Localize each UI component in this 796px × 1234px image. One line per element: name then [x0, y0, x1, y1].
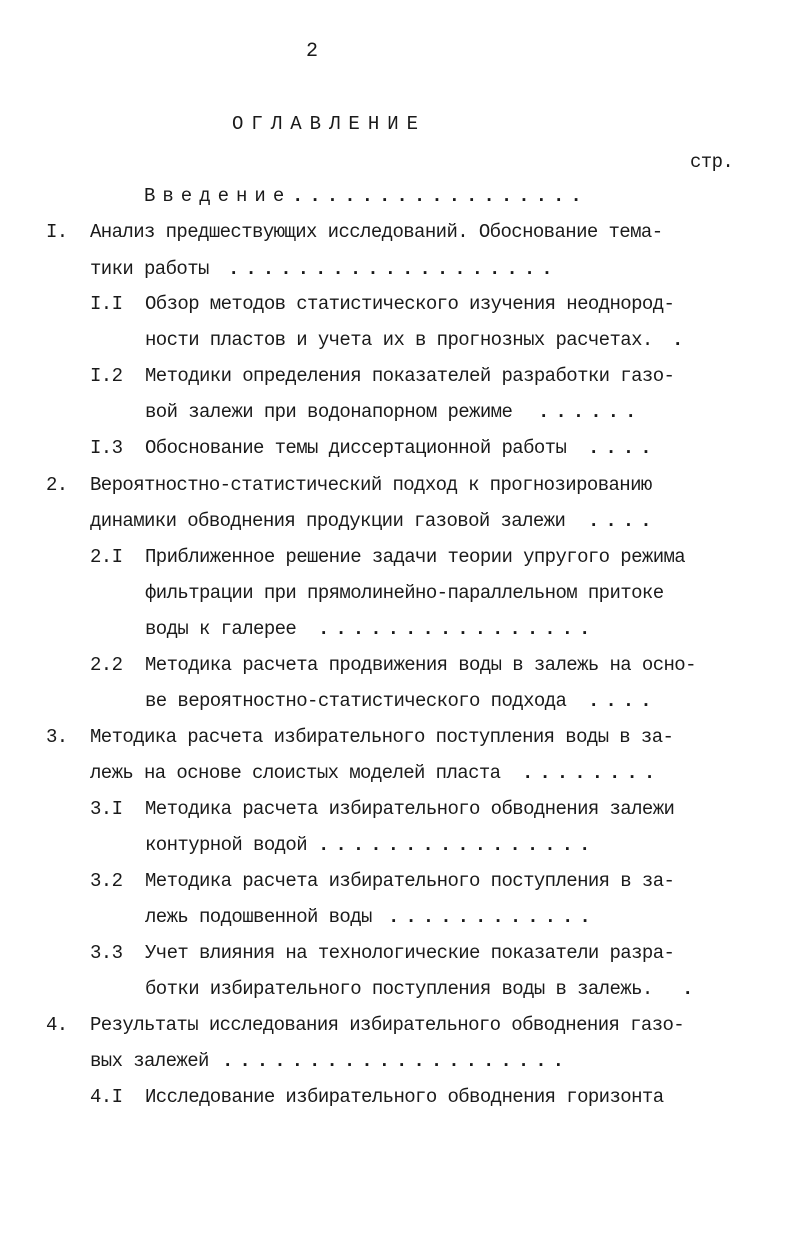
- toc-text: Приближенное решение задачи теории упругого режима: [145, 546, 686, 568]
- toc-dots: ....: [588, 437, 658, 459]
- toc-num: I.3: [90, 437, 123, 459]
- toc-num: 3.2: [90, 870, 123, 892]
- toc-dots: ....: [588, 510, 658, 532]
- page-title: ОГЛАВЛЕНИЕ: [232, 113, 427, 135]
- toc-text: динамики обводнения продукции газовой залежи: [90, 510, 566, 532]
- toc-dots: ........: [522, 762, 662, 784]
- toc-text: Методика расчета продвижения воды в залежь на осно-: [145, 654, 696, 676]
- toc-dots: .: [672, 329, 690, 351]
- toc-text: ве вероятностно-статистического подхода: [145, 690, 567, 712]
- toc-num: 4.: [46, 1014, 68, 1036]
- toc-num: I.: [46, 221, 68, 243]
- toc-text: Анализ предшествующих исследований. Обоснование тема-: [90, 221, 663, 243]
- toc-num: I.2: [90, 365, 123, 387]
- toc-text: фильтрации при прямолинейно-параллельном притоке: [145, 582, 664, 604]
- column-header-page: стр.: [690, 151, 734, 173]
- toc-text: вых залежей: [90, 1050, 209, 1072]
- toc-text: тики работы: [90, 258, 209, 280]
- toc-dots: ......: [538, 401, 643, 423]
- toc-num: 3.3: [90, 942, 123, 964]
- toc-text: лежь на основе слоистых моделей пласта: [90, 762, 501, 784]
- toc-num: 2.2: [90, 654, 123, 676]
- toc-text: Исследование избирательного обводнения горизонта: [145, 1086, 664, 1108]
- toc-num: 3.: [46, 726, 68, 748]
- toc-text: ности пластов и учета их в прогнозных расчетах.: [145, 329, 653, 351]
- toc-text: контурной водой: [145, 834, 308, 856]
- toc-text: ботки избирательного поступления воды в залежь.: [145, 978, 653, 1000]
- toc-dots: ................: [318, 618, 597, 640]
- toc-text: Методика расчета избирательного обводнения залежи: [145, 798, 675, 820]
- toc-text: Обзор методов статистического изучения неоднород-: [145, 293, 675, 315]
- toc-num: 2.: [46, 474, 68, 496]
- toc-dots: ....: [588, 690, 658, 712]
- toc-text: Результаты исследования избирательного обводнения газо-: [90, 1014, 685, 1036]
- toc-num: I.I: [90, 293, 123, 315]
- toc-num: 2.I: [90, 546, 123, 568]
- toc-dots: ....................: [222, 1050, 571, 1072]
- toc-intro-dots: .................: [292, 185, 588, 207]
- toc-text: Вероятностно-статистический подход к прогнозированию: [90, 474, 652, 496]
- toc-dots: ............: [388, 906, 597, 928]
- toc-dots: .: [682, 978, 700, 1000]
- toc-text: лежь подошвенной воды: [145, 906, 372, 928]
- toc-text: Обоснование темы диссертационной работы: [145, 437, 567, 459]
- toc-text: Учет влияния на технологические показатели разра-: [145, 942, 675, 964]
- toc-text: Методика расчета избирательного поступления воды в за-: [90, 726, 674, 748]
- toc-text: Методики определения показателей разработки газо-: [145, 365, 675, 387]
- toc-dots: ................: [318, 834, 597, 856]
- toc-intro-label: Введение: [144, 185, 292, 207]
- toc-text: вой залежи при водонапорном режиме: [145, 401, 513, 423]
- toc-text: Методика расчета избирательного поступления в за-: [145, 870, 675, 892]
- toc-num: 3.I: [90, 798, 123, 820]
- toc-text: воды к галерее: [145, 618, 297, 640]
- page-number: 2: [306, 40, 318, 63]
- toc-num: 4.I: [90, 1086, 123, 1108]
- toc-dots: ...................: [228, 258, 559, 280]
